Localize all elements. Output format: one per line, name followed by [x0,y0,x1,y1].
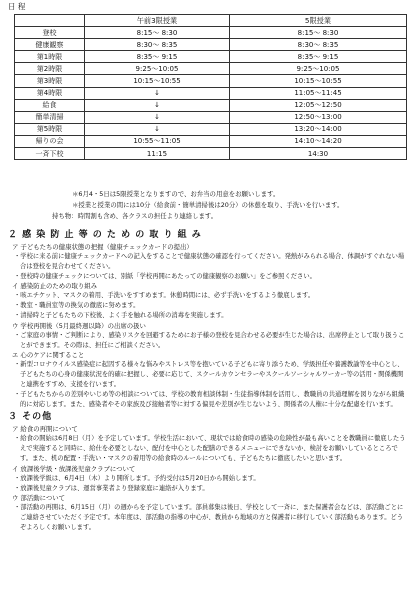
schedule-time-cell: 12:50～13:00 [230,111,407,123]
bullet-paragraph: ・登校時の健康チェックについては、別紙「学校再開にあたっての健康観察のお願い」をご参照ください。 [14,272,316,280]
schedule-time-cell: 11:15 [85,148,230,160]
note-line: ＊6月4・5日は5限授業となりますので、お弁当の用意をお願いします。 [72,190,280,198]
bullet-paragraph: ・子どもたちからの差別やいじめ等の相談については、学校の教育相談体制・生徒指導体制を活用し、教職員の共通理解を図りながら組織的に対応します。また、感染者やその家族及び接触者等に対する偏見や差別が生じないよう、関係者の人権に十分な配慮を行います。 [14,390,405,408]
bullet-paragraph: ・ご家庭の事情・ご判断により、感染リスクを回避するためにお子様の登校を見合わせる必要が生じた場合は、出席停止として取り扱うことができます。その際は、担任にご相談ください。 [14,331,405,349]
schedule-period-cell: 第2時限 [15,63,85,75]
schedule-time-cell: 10:15～10:55 [230,75,407,87]
schedule-header-row [15,15,407,27]
bullet-paragraph: ・清掃時と子どもたちの下校後、よく手を触れる場所の消毒を実施します。 [14,311,228,319]
bullet-paragraph: ・咳エチケット、マスクの着用、手洗いをすすめます。休憩時間には、必ず手洗いをするよう徹底します。 [14,292,315,300]
schedule-period-cell: 健康観察 [15,39,85,51]
bullet-paragraph: ・放課後児童クラブは、運営事業者より登録家庭に連絡が入ります。 [14,484,209,492]
note-line: 持ち物：時間割も含め、各クラスの担任より連絡します。 [52,212,218,220]
schedule-period-cell: 帰りの会 [15,135,85,147]
schedule-row [15,51,407,63]
bullet-paragraph: ・学校に来る前に健康チェックカードへの記入をすることで健康状態の確認を行ってください。発熱がみられる場合、体調がすぐれない場合は登校を見合わせてください。 [14,253,405,270]
schedule-period-cell: 登校 [15,27,85,39]
bullet-paragraph: ・放課後学級は、6月4日（木）より開所します。予約受付は5月20日から開始します。 [14,474,260,482]
schedule-time-cell: 11:05～11:45 [230,87,407,99]
schedule-time-cell: 9:25～10:05 [230,63,407,75]
schedule-row [15,27,407,39]
bullet-paragraph: ・部活動の再開は、6月15日（月）の週からを予定しています。部員募集は後日、学校として一斉に、また保護者会などは、部活動ごとにご連絡させていただく予定です。本年度は、部活動の指導の中心が、教員から地域の方と保護者に移行していく部活動もあります。どうぞよろしくお願いします。 [14,504,404,531]
schedule-period-cell: 給食 [15,99,85,111]
schedule-time-cell: ↓ [85,87,230,99]
schedule-time-cell: 8:35～ 9:15 [230,51,407,63]
schedule-row [15,111,407,123]
subsection-heading: エ 心のケアに関すること [12,351,85,360]
schedule-header-fifth: 5限授業 [230,15,407,27]
schedule-time-cell: 8:30～ 8:35 [85,39,230,51]
schedule-time-cell: 10:15～10:55 [85,75,230,87]
subsection-heading: ウ 学校再開後（5月最終週以降）の出席の扱い [12,321,146,330]
schedule-period-cell: 第5時限 [15,123,85,135]
schedule-table [14,14,407,160]
schedule-row [15,148,407,160]
schedule-header-blank [15,15,85,27]
schedule-time-cell: 10:55～11:05 [85,135,230,147]
schedule-time-cell: ↓ [85,123,230,135]
schedule-time-cell: 8:35～ 9:15 [85,51,230,63]
schedule-time-cell: 14:10～14:20 [230,135,407,147]
schedule-time-cell: ↓ [85,111,230,123]
schedule-time-cell: ↓ [85,99,230,111]
schedule-header-morning: 午前3限授業 [85,15,230,27]
section-title: ３ その他 [8,412,53,423]
schedule-row [15,39,407,51]
schedule-row [15,123,407,135]
schedule-period-cell: 第1時限 [15,51,85,63]
bullet-paragraph: ・教室・職員室等の換気の徹底に努めます。 [14,302,140,310]
bullet-paragraph: ・新型コロナウイルス感染症に起因する様々な悩みやストレス等を抱いている子どもに寄り添うため、学級担任や養護教諭等を中心とし、子どもたちの心身の健康状況を的確に把握し、必要に応じて、スクールカウンセラーやスクールソーシャルワーカー等の活用・関係機関と連携をすすめ、支援を行います。 [14,361,404,388]
bullet-paragraph: ・給食の開始は6月8日（月）を予定しています。学校生活において、現状では給食時の感染の危険性が最も高いことを教職員に徹底したうえで実施すると同時に、給仕を必要としない、配付を中心とした配膳のできるメニューにできないか、検討をお願いしているところです。また、机の配置・手洗い・マスクの着用等の給食時のルールについても、子どもたちに徹底したいと思います。 [14,435,406,462]
schedule-period-cell: 簡単清掃 [15,111,85,123]
schedule-time-cell: 8:15～ 8:30 [85,27,230,39]
schedule-time-cell: 12:05～12:50 [230,99,407,111]
schedule-period-cell: 第4時限 [15,87,85,99]
subsection-heading: ア 子どもたちの健康状態の把握（健康チェックカードの提出） [12,243,193,251]
schedule-time-cell: 8:30～ 8:35 [230,39,407,51]
schedule-row [15,99,407,111]
schedule-row [15,63,407,75]
section-title: ２ 感 染 防 止 等 の た め の 取 り 組 み [8,230,202,240]
document-body [8,227,412,533]
note-line: ＊授業と授業の間には10分（給食前・簡単清掃後は20分）の休憩を取り、手洗いを行います。 [72,201,344,209]
schedule-notes [8,189,412,222]
schedule-time-cell: 8:15～ 8:30 [230,27,407,39]
schedule-time-cell: 14:30 [230,148,407,160]
schedule-row [15,75,407,87]
subsection-heading: ウ 部活動について [12,494,66,503]
subsection-heading: ア 給食の再開について [12,425,78,434]
schedule-time-cell: 13:20～14:00 [230,123,407,135]
schedule-row [15,87,407,99]
schedule-period-cell: 第3時限 [15,75,85,87]
schedule-period-cell: 一斉下校 [15,148,85,160]
subsection-heading: イ 感染防止のための取り組み [12,282,98,291]
schedule-time-cell: 9:25～10:05 [85,63,230,75]
subsection-heading: イ 放課後学級・放課後児童クラブについて [12,464,136,473]
schedule-row [15,135,407,147]
schedule-heading: 日 程 [8,2,26,11]
